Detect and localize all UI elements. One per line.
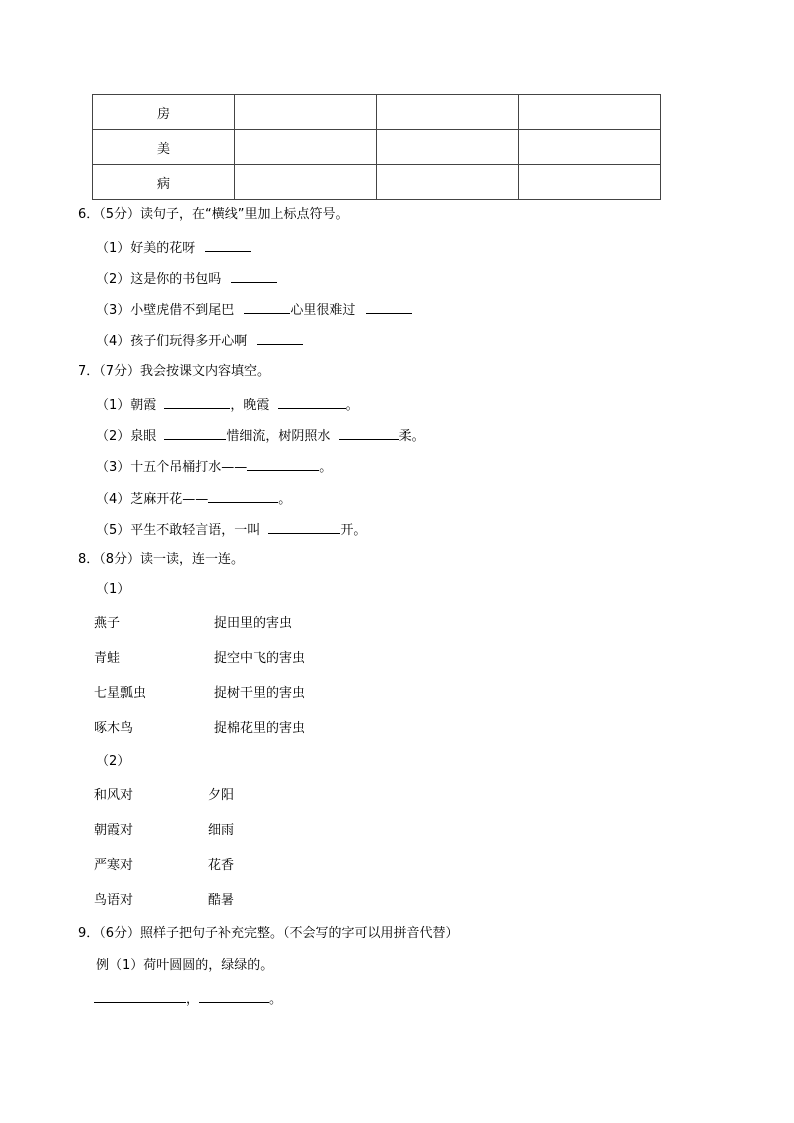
q6-item-1-text: （1）好美的花呀 [96, 241, 196, 256]
table-cell-blank[interactable] [377, 95, 519, 130]
q7-item-3 [96, 457, 332, 477]
answer-blank[interactable] [268, 520, 340, 534]
table-cell-char: 美 [93, 130, 235, 165]
answer-blank[interactable] [94, 989, 186, 1003]
character-table [92, 94, 661, 200]
q8-left-item[interactable]: 朝霞对 [94, 823, 134, 838]
q7-item-1-mid: ，晚霞 [230, 398, 270, 413]
answer-blank[interactable] [164, 426, 226, 440]
q6-item-2 [96, 269, 277, 289]
table-cell-blank[interactable] [235, 130, 377, 165]
q7-item-1-text: （1）朝霞 [96, 398, 157, 413]
q6-item-3-mid: 心里很难过 [290, 303, 356, 318]
q8-left-item[interactable]: 鸟语对 [94, 893, 134, 908]
q8-right-item[interactable]: 捉树干里的害虫 [214, 686, 306, 701]
q9-example: 例（1）荷叶圆圆的，绿绿的。 [96, 958, 274, 973]
q7-item-2-mid: 惜细流，树阴照水 [226, 429, 331, 444]
q7-item-4-end: 。 [278, 492, 292, 507]
answer-blank[interactable] [244, 300, 290, 314]
answer-blank[interactable] [199, 989, 269, 1003]
table-cell-blank[interactable] [519, 95, 661, 130]
q8-right-item[interactable]: 捉棉花里的害虫 [214, 721, 306, 736]
q6-title: 6．（5分）读句子，在“横线”里加上标点符号。 [78, 207, 349, 222]
q8-left-item[interactable]: 燕子 [94, 616, 121, 631]
table-row [93, 95, 661, 130]
q7-item-4-text: （4）芝麻开花—— [96, 492, 209, 507]
q6-item-4-text: （4）孩子们玩得多开心啊 [96, 334, 248, 349]
answer-blank[interactable] [366, 300, 412, 314]
q6-item-3 [96, 300, 412, 320]
q8-left-item[interactable]: 啄木鸟 [94, 721, 134, 736]
q7-item-4 [96, 489, 291, 509]
q8-right-item[interactable]: 夕阳 [208, 788, 235, 803]
answer-blank[interactable] [257, 331, 303, 345]
q7-title: 7．（7分）我会按课文内容填空。 [78, 364, 271, 379]
q8-left-item[interactable]: 青蛙 [94, 651, 121, 666]
table-cell-blank[interactable] [519, 130, 661, 165]
table-cell-char: 房 [93, 95, 235, 130]
q8-right-item[interactable]: 花香 [208, 858, 235, 873]
table-row [93, 165, 661, 200]
q6-item-4 [96, 331, 303, 351]
q8-right-item[interactable]: 酷暑 [208, 893, 235, 908]
table-cell-char: 病 [93, 165, 235, 200]
q8-left-item[interactable]: 和风对 [94, 788, 134, 803]
q7-item-1 [96, 395, 359, 415]
table-cell-blank[interactable] [235, 165, 377, 200]
q8-part-2-label: （2） [96, 754, 131, 769]
q6-item-2-text: （2）这是你的书包吗 [96, 272, 222, 287]
q8-right-item[interactable]: 捉空中飞的害虫 [214, 651, 306, 666]
table-cell-blank[interactable] [235, 95, 377, 130]
q6-item-1 [96, 238, 251, 258]
answer-blank[interactable] [208, 489, 278, 503]
answer-blank[interactable] [278, 395, 346, 409]
q8-part-1-label: （1） [96, 582, 131, 597]
q8-title: 8．（8分）读一读，连一连。 [78, 552, 245, 567]
table-cell-blank[interactable] [519, 165, 661, 200]
q7-item-2-text: （2）泉眼 [96, 429, 157, 444]
answer-blank[interactable] [231, 269, 277, 283]
q8-right-item[interactable]: 捉田里的害虫 [214, 616, 293, 631]
answer-blank[interactable] [164, 395, 230, 409]
q7-item-5-end: 开。 [340, 523, 367, 538]
q6-item-3-text: （3）小壁虎借不到尾巴 [96, 303, 235, 318]
q9-title: 9．（6分）照样子把句子补充完整。（不会写的字可以用拼音代替） [78, 926, 459, 941]
q9-period: 。 [269, 992, 283, 1007]
q7-item-1-end: 。 [345, 398, 359, 413]
q7-item-2-end: 柔。 [398, 429, 425, 444]
q9-answer-line [94, 989, 282, 1009]
table-cell-blank[interactable] [377, 165, 519, 200]
table-row [93, 130, 661, 165]
q8-left-item[interactable]: 七星瓢虫 [94, 686, 147, 701]
q8-right-item[interactable]: 细雨 [208, 823, 235, 838]
q9-comma: ， [186, 992, 200, 1007]
answer-blank[interactable] [339, 426, 399, 440]
table-cell-blank[interactable] [377, 130, 519, 165]
answer-blank[interactable] [205, 238, 251, 252]
q7-item-5 [96, 520, 366, 540]
q8-left-item[interactable]: 严寒对 [94, 858, 134, 873]
q7-item-5-text: （5）平生不敢轻言语，一叫 [96, 523, 261, 538]
q7-item-2 [96, 426, 425, 446]
q7-item-3-end: 。 [319, 460, 333, 475]
answer-blank[interactable] [247, 457, 319, 471]
q7-item-3-text: （3）十五个吊桶打水—— [96, 460, 248, 475]
